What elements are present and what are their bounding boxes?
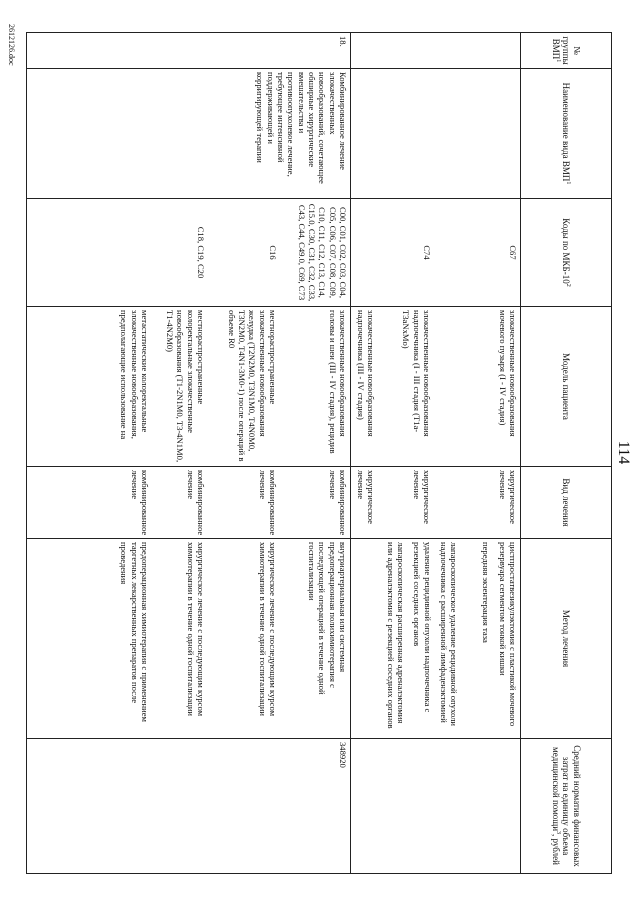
header-treatment-kind: Вид лечения	[521, 467, 612, 539]
kind-2: хирургическое лечение	[411, 470, 432, 524]
cell-vmp-name	[351, 69, 521, 199]
page-number: 114	[615, 440, 632, 465]
cell-treatment-method	[27, 539, 351, 739]
cell-treatment-kind	[27, 467, 351, 539]
kind-metastatic: комбинированное лечение	[129, 470, 150, 536]
cell-vmp-name: Комбинированное лечение злокачественных новообразований, сочетающее обширные хирургические вмешательства и противоопухолевое лечение, требующее интенсивной поддерживающей и корригирующей терапии	[27, 69, 351, 199]
kind-1: хирургическое лечение	[497, 470, 518, 524]
vmp-table	[26, 32, 612, 874]
codes-head-neck: С00, С01, С02, С03, С04, С05, С06, С07, С08, С09, С10, С11, С12, С13, С14, С15.0, С30, С31, С32, С33, С43, С44, С49.0, С69, С73	[296, 203, 348, 302]
model-stomach: местнораспространенные злокачественные новообразования желудка (T2N2M0, T3N1M0, T4N0M0, T3N2M0, T4N1-3M0-1) после операций в объеме R0	[226, 310, 278, 462]
kind-3: хирургическое лечение	[355, 470, 376, 524]
cell-treatment-kind	[351, 467, 521, 539]
cell-icd-codes	[27, 199, 351, 307]
header-treatment-method: Метод лечения	[521, 539, 612, 739]
kind-colorectal: комбинированное лечение	[185, 470, 206, 536]
model-adrenal-1: злокачественные новообразования надпочечника (I - III стадия (T1a-T3aNxMo)	[401, 310, 432, 437]
cell-group-number	[351, 33, 521, 69]
method-1: цистпростатвезикулэктомия с пластикой мочевого резервуара сегментом тонкой кишки	[497, 542, 518, 727]
table-row	[27, 33, 351, 874]
header-group-number: № группы ВМП$^1$	[521, 33, 612, 69]
header-icd-codes: Коды по МКБ-$10^2$	[521, 199, 612, 307]
cell-average-cost: 348920	[27, 739, 351, 874]
method-2b: удаление рецидивной опухоли надпочечника с резекцией соседних органов	[412, 542, 433, 713]
cell-icd-codes	[351, 199, 521, 307]
cell-group-number: 18.	[27, 33, 351, 69]
codes-c16: С16	[268, 245, 278, 260]
codes-colorectal: С18, С19, С20	[196, 226, 206, 279]
cell-average-cost	[351, 739, 521, 874]
table-row	[351, 33, 521, 874]
model-adrenal-2: злокачественные новообразования надпочечника (III - IV стадия)	[355, 310, 376, 437]
model-head-neck: злокачественные новообразования головы и шеи (III - IV стадия), рецидив	[327, 310, 348, 454]
header-average-cost: Средний норматив финансовых затрат на единицу объема медицинской помощи$^3$, рублей	[521, 739, 612, 874]
codes-c74: С74	[422, 245, 432, 260]
method-2: лапароскопическое удаление рецидивной опухоли надпочечника с расширенной лимфаденэктомией	[439, 542, 460, 727]
model-colorectal: местнораспространенные колоректальные злокачественные новообразования (T1-2N1M0, T3-4N1M0, T1-4N2M0)	[165, 310, 206, 463]
method-1b: передняя экзентерация таза	[481, 542, 492, 643]
cell-patient-model	[27, 307, 351, 467]
table-header-row	[521, 33, 612, 874]
method-3: лапароскопическая расширенная адреналэктомия или адреналэктомия с резекцией соседних органов	[385, 542, 407, 729]
kind-stomach: комбинированное лечение	[257, 470, 278, 536]
codes-c67: С67	[508, 245, 518, 260]
cell-treatment-method	[351, 539, 521, 739]
header-vmp-name: Наименование вида ВМП$^1$	[521, 69, 612, 199]
method-stomach: хирургическое лечение с последующим курсом химиотерапии в течение одной госпитализации	[257, 542, 278, 717]
kind-head-neck: комбинированное лечение	[327, 470, 348, 536]
footer-filename: 2612126.doc	[7, 24, 16, 66]
model-metastatic-colorectal: метастатические колоректальные злокачественные новообразования, предполагающие использование на	[119, 310, 150, 440]
method-colorectal: хирургическое лечение с последующим курсом химиотерапии в течение одной госпитализации	[185, 542, 206, 717]
header-patient-model: Модель пациента	[521, 307, 612, 467]
model-bladder: злокачественные новообразования мочевого пузыря (I - IV стадия)	[497, 310, 518, 437]
cell-patient-model	[351, 307, 521, 467]
method-metastatic: предоперационная химиотерапия с применением таргетных лекарственных препаратов после проведения	[119, 542, 150, 722]
method-head-neck: внутриартериальная или системная предоперационная полихимиотерапия с последующей операцией в течение одной госпитализации	[307, 542, 348, 695]
